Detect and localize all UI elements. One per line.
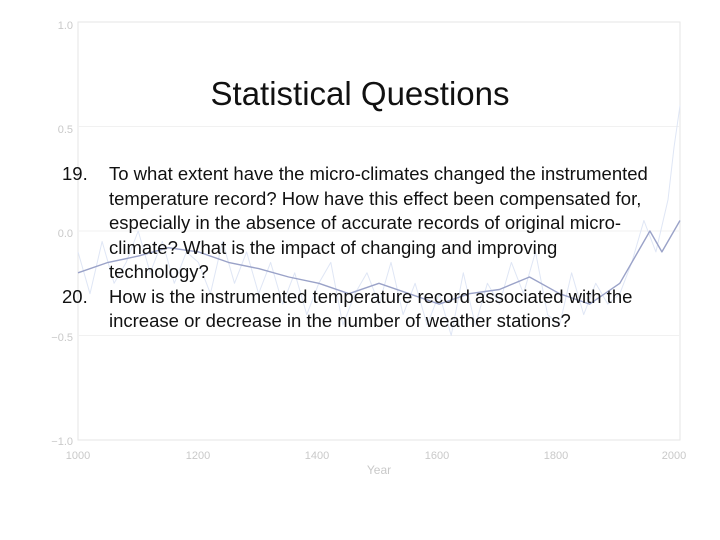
x-tick-label: 1000 — [65, 450, 91, 462]
question-text: To what extent have the micro-climates changed the instrumented temperature record? How have this effect been compensated for, especially in the absence of accurate records of original micro-climate? What is the impact of changing and improving technology? — [109, 163, 648, 282]
x-tick-label: 2000 — [661, 450, 687, 462]
y-tick-label: 0.5 — [57, 124, 73, 136]
x-tick-labels — [66, 450, 686, 462]
x-tick-label: 1200 — [185, 450, 211, 462]
question-item — [62, 285, 662, 334]
x-tick-label: 1800 — [543, 450, 569, 462]
y-tick-label: −0.5 — [51, 332, 73, 344]
x-tick-label: 1600 — [424, 450, 450, 462]
x-axis-title: Year — [366, 463, 392, 477]
question-item — [62, 162, 662, 285]
y-tick-label: −1.0 — [51, 436, 73, 448]
y-tick-label: 0.0 — [57, 228, 73, 240]
slide-title: Statistical Questions — [210, 75, 510, 112]
y-tick-label: 1.0 — [57, 20, 73, 32]
x-tick-label: 1400 — [304, 450, 330, 462]
question-list — [62, 162, 662, 334]
question-text: How is the instrumented temperature record associated with the increase or decrease in the number of weather stations? — [109, 285, 633, 331]
question-number: 20. — [62, 285, 88, 307]
question-number: 19. — [62, 163, 88, 184]
